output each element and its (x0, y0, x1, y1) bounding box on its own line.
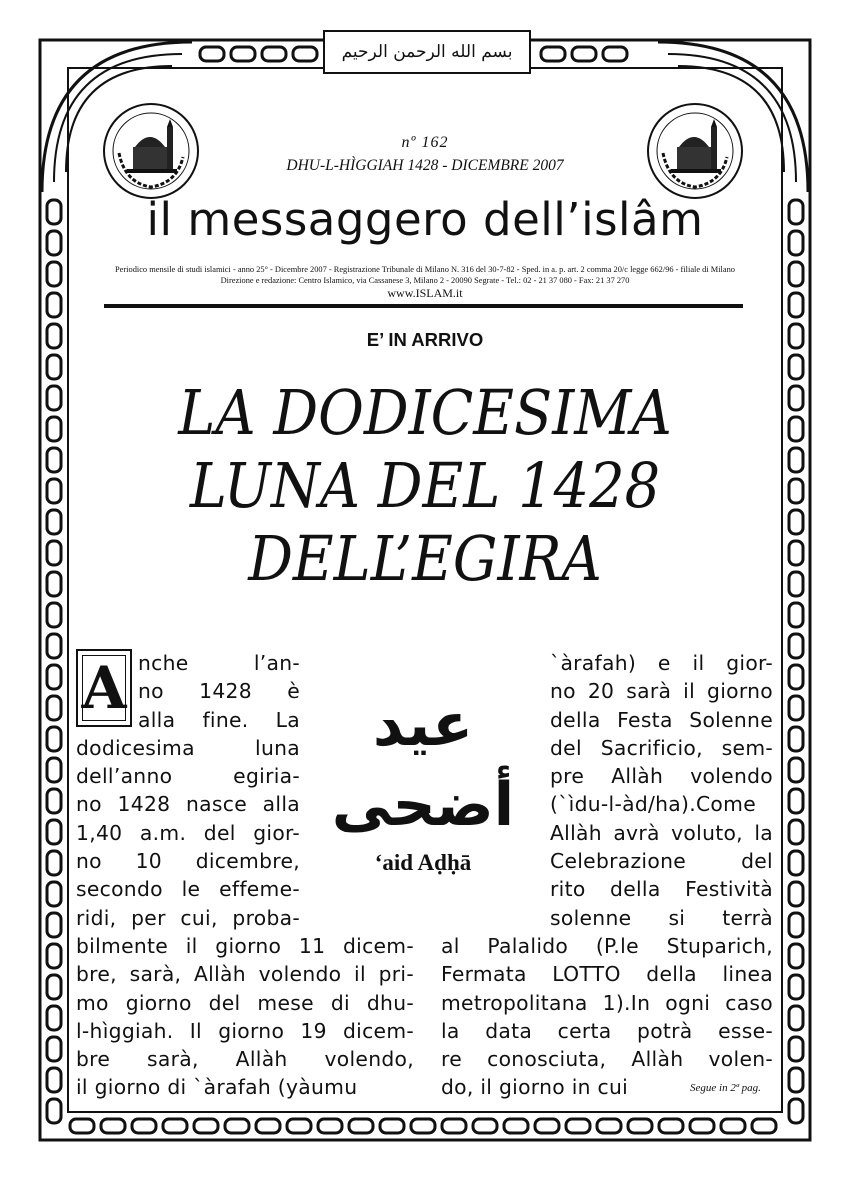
border-link (789, 665, 803, 689)
article-line: (`ìdu-l-àd/ha).Come (550, 792, 756, 817)
feast-arabic-line: أضحى (331, 770, 515, 840)
border-link (47, 944, 61, 968)
border-link (789, 603, 803, 627)
article-line: dodicesima luna (76, 735, 300, 760)
border-link (572, 47, 596, 61)
border-link (47, 851, 61, 875)
headline-line: LUNA DEL 1428 (189, 449, 661, 522)
article-line: Allàh avrà voluto, la (550, 820, 773, 845)
border-link (47, 975, 61, 999)
article-line: del Sacrificio, sem- (550, 735, 773, 760)
article-line: ridi, per cui, proba- (76, 905, 300, 930)
article-column-right-lower (441, 932, 773, 1102)
border-link (789, 634, 803, 658)
border-link (47, 665, 61, 689)
border-link (789, 696, 803, 720)
border-link (659, 1119, 683, 1133)
article-line: metropolitana 1).In ogni caso (441, 990, 773, 1015)
border-link (789, 1006, 803, 1030)
border-link (47, 882, 61, 906)
article-line: bre sarà, Allàh volendo, (76, 1047, 414, 1072)
article-line: `àrafah) e il gior- (550, 651, 773, 675)
border-link (47, 1006, 61, 1030)
article-line: Fermata LOTTO della linea (441, 962, 773, 987)
border-link (789, 851, 803, 875)
article-line: do, il giorno in cui (441, 1075, 629, 1100)
border-link (225, 1119, 249, 1133)
drop-cap-letter: A (81, 654, 127, 722)
border-link (200, 47, 224, 61)
border-link (789, 882, 803, 906)
border-link (789, 727, 803, 751)
header-rule (104, 304, 743, 308)
border-link (603, 47, 627, 61)
article-line: no 1428 nasce alla (76, 792, 300, 817)
border-link (789, 975, 803, 999)
border-link (47, 634, 61, 658)
border-link (47, 696, 61, 720)
registration-line: Periodico mensile di studi islamici - anno 25° - Dicembre 2007 - Registrazione Tribunale di Milano N. 316 del 30-7-82 - Sped. in a. p. art. 2 comma 20/c legge 662/96 - filiale di Milano (115, 265, 735, 274)
editorial-address: Direzione e redazione: Centro Islamico, via Cassanese 3, Milano 2 - 20090 Segrate - Tel.: 02 - 21 37 080 - Fax: 21 37 270 (220, 276, 630, 285)
article-line: pre Allàh volendo (550, 764, 773, 789)
border-link (47, 789, 61, 813)
article-line: secondo le effeme- (76, 877, 300, 902)
article-line: bilmente il giorno 11 dicem- (76, 934, 414, 958)
border-link (789, 1068, 803, 1092)
border-link (721, 1119, 745, 1133)
border-link (293, 47, 317, 61)
border-link (473, 1119, 497, 1133)
border-link (47, 1068, 61, 1092)
border-link (411, 1119, 435, 1133)
border-link (47, 603, 61, 627)
border-link (628, 1119, 652, 1133)
article-line: re conosciuta, Allàh volen- (441, 1047, 773, 1072)
headline (43, 376, 808, 595)
basmala-text: بسم الله الرحمن الرحيم (341, 42, 513, 62)
article-line: no 1428 è (138, 679, 300, 704)
border-link (789, 1099, 803, 1123)
website-link[interactable]: www.ISLAM.it (387, 286, 463, 300)
article-line: dell’anno egiria- (76, 764, 300, 789)
article-line: il giorno di `àrafah (yàumu (76, 1075, 358, 1100)
feast-arabic-calligraphy (323, 685, 523, 845)
article-column-right (550, 649, 773, 932)
article-line: della Festa Solenne (550, 707, 773, 732)
article-line: rito della Festività (550, 877, 773, 902)
border-link (318, 1119, 342, 1133)
feast-transliteration: ‘aid Aḍḥā (374, 850, 472, 875)
border-link (535, 1119, 559, 1133)
border-link (597, 1119, 621, 1133)
border-link (132, 1119, 156, 1133)
article-line: Celebrazione del (550, 849, 773, 874)
border-link (504, 1119, 528, 1133)
issue-number: nº 162 (401, 134, 449, 151)
border-link (789, 913, 803, 937)
border-link (47, 758, 61, 782)
border-link (789, 1037, 803, 1061)
issue-date: DHU-L-HÌGGIAH 1428 - DICEMBRE 2007 (286, 157, 564, 174)
border-link (789, 944, 803, 968)
article-line: nche l’an- (138, 651, 300, 675)
border-link (47, 1037, 61, 1061)
border-link (47, 727, 61, 751)
continued-note: Segue in 2ª pag. (690, 1082, 761, 1094)
border-link (752, 1119, 776, 1133)
article-line: bre, sarà, Allàh volendo il pri- (76, 962, 414, 987)
border-link (789, 789, 803, 813)
article-line: mo giorno del mese di dhu- (76, 990, 414, 1015)
article-line: la data certa potrà esse- (441, 1018, 773, 1043)
border-link (47, 1099, 61, 1123)
border-link (70, 1119, 94, 1133)
article-line: alla fine. La (138, 707, 300, 732)
border-link (380, 1119, 404, 1133)
article-line: no 10 dicembre, (76, 849, 300, 874)
border-link (231, 47, 255, 61)
border-link (262, 47, 286, 61)
border-link (47, 913, 61, 937)
article-line: solenne si terrà (550, 905, 773, 930)
border-link (566, 1119, 590, 1133)
border-link (163, 1119, 187, 1133)
basmala-calligraphy (323, 30, 531, 74)
border-link (789, 820, 803, 844)
border-link (287, 1119, 311, 1133)
border-link (47, 820, 61, 844)
headline-line: DELL’EGIRA (248, 522, 602, 595)
border-link (101, 1119, 125, 1133)
border-link (349, 1119, 373, 1133)
kicker: E’ IN ARRIVO (366, 329, 484, 350)
feast-arabic-line: عيد (372, 690, 474, 760)
border-link (541, 47, 565, 61)
article-line: no 20 sarà il giorno (550, 679, 773, 704)
border-link (442, 1119, 466, 1133)
article-column-left (76, 649, 300, 932)
border-link (690, 1119, 714, 1133)
border-link (789, 758, 803, 782)
article-line: l-hìggiah. Il giorno 19 dicem- (76, 1018, 414, 1043)
headline-line: LA DODICESIMA (178, 376, 672, 449)
article-column-left-lower (76, 932, 414, 1102)
border-link (256, 1119, 280, 1133)
article-line: 1,40 a.m. del gior- (76, 820, 300, 845)
masthead-title: il messaggero dell’islâm (146, 193, 704, 246)
border-link (194, 1119, 218, 1133)
article-line: al Palalido (P.le Stuparich, (441, 934, 773, 958)
